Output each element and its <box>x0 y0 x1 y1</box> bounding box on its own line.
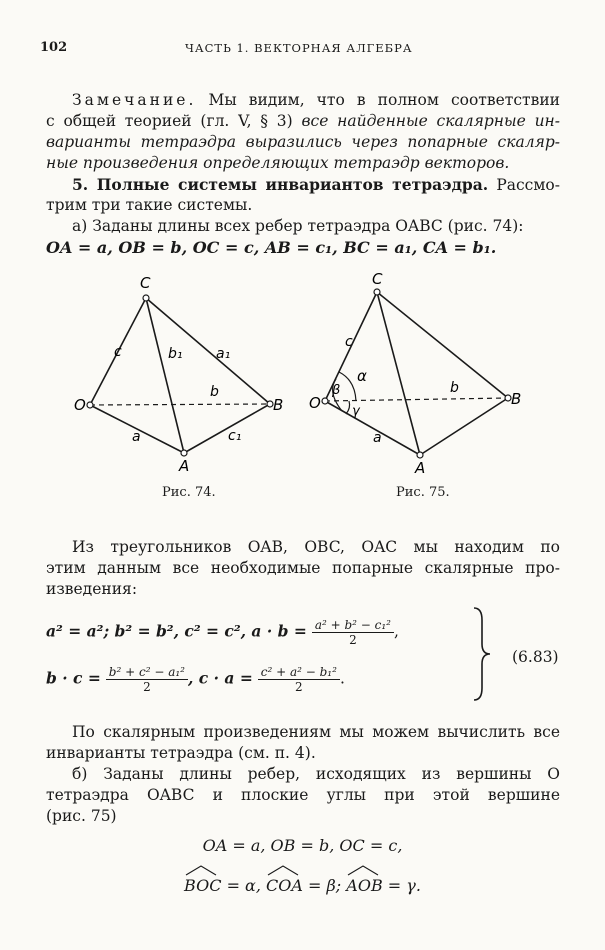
section-heading-line: 5. Полные системы инвариантов тетраэдра. Рассмо- <box>72 175 560 194</box>
section-line-2: трим три такие системы. <box>46 196 253 214</box>
edge-cb <box>146 298 270 404</box>
para2-line-3: изведения: <box>46 580 138 598</box>
figure-75-caption: Рис. 75. <box>396 485 450 500</box>
edge-oa <box>325 401 420 455</box>
page-header <box>40 40 560 60</box>
formula-brace <box>470 606 492 702</box>
label-c-edge: c <box>114 344 122 360</box>
item-b-line-1: б) Заданы длины ребер, исходящих из вершины O <box>72 765 560 783</box>
edge-ob <box>325 398 508 401</box>
page-number: 102 <box>40 40 68 55</box>
item-a-equalities: OA = a, OB = b, OC = c, AB = c₁, BC = a₁, CA = b₁. <box>46 238 497 257</box>
label-o-vertex: O <box>309 394 321 412</box>
angle-alpha-arc <box>339 372 356 401</box>
section-heading: 5. Полные системы инвариантов тетраэдра. <box>72 175 489 194</box>
label-b-edge: b <box>450 380 459 396</box>
remark-line-4: ные произведения определяющих тетраэдр векторов. <box>46 154 510 172</box>
label-a-edge: a <box>373 430 382 446</box>
para3-line-1: По скалярным произведениям мы можем вычислить все <box>72 723 560 741</box>
item-b-line-2: тетраэдра OABC и плоские углы при этой вершине <box>46 786 560 804</box>
para2-line-2: этим данным все необходимые попарные скалярные про- <box>46 559 560 577</box>
label-b-vertex: B <box>273 396 284 414</box>
label-b-vertex: B <box>511 390 522 408</box>
fraction-ab: $\frac{\text{a² + b² − c₁²}}{2}$ <box>312 618 394 647</box>
label-b1-edge: b₁ <box>168 346 183 362</box>
final-equalities-angles: BOC = α, COA = β; AOB = γ. <box>0 876 605 895</box>
figure-75 <box>305 268 545 478</box>
label-gamma: γ <box>352 404 360 419</box>
formula-row-1: a² = a²; b² = b², c² = c², a · b = $\frac{\text{a² + b² − c₁²}}{2}$ , <box>46 618 399 647</box>
edge-ob <box>90 404 270 405</box>
formula-row-2: b · c = $\frac{\text{b² + c² − a₁²}}{2}$ , c · a = $\frac{\text{c² + a² − b₁²}}{2}$ . <box>46 665 345 694</box>
label-a-edge: a <box>132 429 141 445</box>
edge-ab <box>184 404 270 453</box>
edge-ca <box>146 298 184 453</box>
label-alpha: α <box>357 367 367 385</box>
label-b-edge: b <box>210 384 219 400</box>
label-c1-edge: c₁ <box>228 428 242 444</box>
angle-aob: AOB <box>346 876 388 895</box>
label-o-vertex: O <box>74 396 86 414</box>
figure-74 <box>70 268 300 478</box>
running-title: ЧАСТЬ 1. ВЕКТОРНАЯ АЛГЕБРА <box>185 41 413 55</box>
label-c-edge: c <box>345 334 353 350</box>
remark-lead: Замечание. <box>72 91 197 109</box>
label-beta: β <box>332 383 341 398</box>
label-a-vertex: A <box>415 459 426 477</box>
item-b-line-3: (рис. 75) <box>46 807 117 825</box>
remark-line-1: Замечание. Мы видим, что в полном соответствии <box>72 91 560 109</box>
edge-cb <box>377 292 508 398</box>
edge-ab <box>420 398 508 455</box>
fraction-ca: $\frac{\text{c² + a² − b₁²}}{2}$ <box>258 665 340 694</box>
item-a-text: а) Заданы длины всех ребер тетраэдра OABC (рис. 74): <box>72 217 524 235</box>
angle-coa: COA <box>266 876 308 895</box>
angle-boc: BOC <box>184 876 227 895</box>
para3-line-2: инварианты тетраэдра (см. п. 4). <box>46 744 316 762</box>
label-c-vertex: C <box>140 274 151 292</box>
remark-line-3: варианты тетраэдра выразились через попарные скаляр- <box>46 133 560 151</box>
edge-ca <box>377 292 420 455</box>
final-equalities-lengths: OA = a, OB = b, OC = c, <box>202 836 403 855</box>
figure-74-caption: Рис. 74. <box>162 485 216 500</box>
label-c-vertex: C <box>372 270 383 288</box>
para2-line-1: Из треугольников OAB, OBC, OAC мы находим по <box>72 538 560 556</box>
fraction-bc: $\frac{\text{b² + c² − a₁²}}{2}$ <box>106 665 188 694</box>
label-a-vertex: A <box>179 457 190 475</box>
angle-gamma-arc <box>346 401 350 414</box>
label-a1-edge: a₁ <box>216 346 231 362</box>
remark-line-2: с общей теорией (гл. V, § 3) все найденные скалярные ин- <box>46 112 560 130</box>
equation-number: (6.83) <box>512 648 559 666</box>
